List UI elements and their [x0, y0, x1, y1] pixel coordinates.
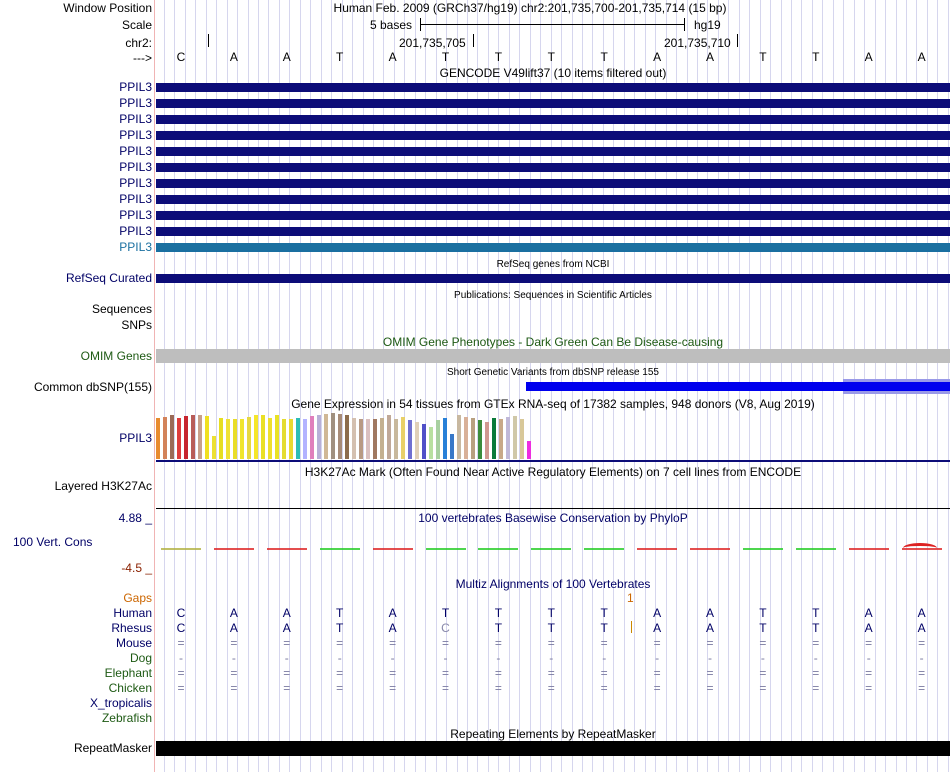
sequence-base: A: [388, 50, 397, 64]
alignment-base: T: [547, 621, 555, 635]
window-position-text[interactable]: Human Feb. 2009 (GRCh37/hg19) chr2:201,735,700-201,735,714 (15 bp): [333, 1, 727, 15]
gaps-label: Gaps: [123, 591, 152, 605]
alignment-base: =: [230, 681, 238, 695]
alignment-base: A: [388, 606, 397, 620]
gencode-transcript-label[interactable]: PPIL3: [119, 240, 152, 254]
gtex-tissue-bar[interactable]: [317, 415, 321, 459]
alignment-base: A: [917, 606, 926, 620]
gtex-tissue-bar[interactable]: [443, 418, 447, 459]
gtex-gene-line: [156, 460, 950, 462]
gtex-tissue-bar[interactable]: [170, 415, 174, 459]
alignment-base: -: [549, 651, 554, 665]
phylop-score-mark: [161, 548, 201, 550]
phylop-score-mark: [373, 548, 413, 550]
phylop-score-mark: [690, 548, 730, 550]
gencode-transcript-label[interactable]: PPIL3: [119, 176, 152, 190]
alignment-base: A: [705, 606, 714, 620]
sequence-base: A: [229, 50, 238, 64]
gencode-transcript-bar[interactable]: [156, 147, 950, 156]
gtex-tissue-bar[interactable]: [506, 417, 510, 459]
gencode-transcript-label[interactable]: PPIL3: [119, 144, 152, 158]
refseq-label[interactable]: RefSeq Curated: [65, 271, 152, 285]
alignment-base: =: [177, 666, 185, 680]
alignment-base: =: [547, 666, 555, 680]
gtex-tissue-bar[interactable]: [478, 420, 482, 459]
alignment-base: C: [441, 621, 450, 635]
alignment-base: T: [759, 606, 767, 620]
gencode-transcript-bar[interactable]: [156, 227, 950, 236]
alignment-base: -: [390, 651, 395, 665]
gtex-tissue-bar[interactable]: [275, 415, 279, 459]
alignment-base: =: [600, 666, 608, 680]
alignment-base: =: [441, 636, 449, 650]
dbsnp-label[interactable]: Common dbSNP(155): [33, 380, 152, 394]
gencode-transcript-label[interactable]: PPIL3: [119, 192, 152, 206]
alignment-base: A: [653, 621, 662, 635]
gtex-tissue-bar[interactable]: [226, 419, 230, 459]
gtex-tissue-bar[interactable]: [373, 419, 377, 459]
gtex-tissue-bar[interactable]: [268, 418, 272, 459]
phylop-score-mark: [214, 548, 254, 550]
sequence-base: A: [864, 50, 873, 64]
gtex-track-title[interactable]: Gene Expression in 54 tissues from GTEx RNA-seq of 17382 samples, 948 donors (V8, Aug 2019): [291, 397, 815, 411]
alignment-base: =: [177, 636, 185, 650]
coord-1-label: 201,735,705: [399, 36, 466, 50]
publications-sequences-label[interactable]: Sequences: [91, 302, 152, 316]
alignment-base: =: [918, 636, 926, 650]
alignment-base: =: [494, 681, 502, 695]
h3k27ac-baseline: [156, 508, 950, 509]
gencode-transcript-bar[interactable]: [156, 243, 950, 252]
gtex-tissue-bar[interactable]: [191, 415, 195, 459]
gencode-transcript-bar[interactable]: [156, 179, 950, 188]
gencode-transcript-label[interactable]: PPIL3: [119, 160, 152, 174]
gtex-tissue-bar[interactable]: [282, 419, 286, 459]
gtex-tissue-bar[interactable]: [338, 414, 342, 459]
phylop-label[interactable]: 100 Vert. Cons: [13, 535, 93, 549]
gtex-tissue-bar[interactable]: [436, 420, 440, 459]
alignment-base: -: [496, 651, 501, 665]
scale-bar: [420, 24, 684, 25]
gencode-transcript-bar[interactable]: [156, 211, 950, 220]
alignment-base: A: [917, 621, 926, 635]
sequence-base: T: [494, 50, 503, 64]
multiz-track-title[interactable]: Multiz Alignments of 100 Vertebrates: [455, 577, 651, 591]
alignment-base: A: [864, 606, 873, 620]
alignment-base: T: [547, 606, 555, 620]
gencode-transcript-label[interactable]: PPIL3: [119, 208, 152, 222]
alignment-base: =: [653, 681, 661, 695]
gencode-transcript-label[interactable]: PPIL3: [119, 80, 152, 94]
sequence-base: T: [600, 50, 608, 64]
gtex-tissue-bar[interactable]: [422, 424, 426, 459]
sequence-base: A: [282, 50, 291, 64]
alignment-base: =: [336, 681, 344, 695]
gencode-transcript-bar[interactable]: [156, 195, 950, 204]
alignment-base: -: [813, 651, 818, 665]
gtex-tissue-bar[interactable]: [471, 418, 475, 459]
gtex-tissue-bar[interactable]: [163, 417, 167, 459]
species-label-chicken[interactable]: Chicken: [108, 681, 152, 695]
alignment-base: A: [864, 621, 873, 635]
alignment-base: =: [759, 681, 767, 695]
gencode-transcript-bar[interactable]: [156, 131, 950, 140]
sequence-base: T: [759, 50, 767, 64]
gtex-tissue-bar[interactable]: [450, 434, 454, 459]
h3k27ac-track-title[interactable]: H3K27Ac Mark (Often Found Near Active Regulatory Elements) on 7 cell lines from ENCODE: [304, 465, 802, 479]
alignment-base: =: [812, 681, 820, 695]
gtex-tissue-bar[interactable]: [184, 416, 188, 459]
gap-count: 1: [627, 591, 634, 605]
alignment-base: -: [179, 651, 183, 665]
phylop-score-mark: [478, 548, 518, 550]
alignment-base: =: [494, 636, 502, 650]
phylop-score-mark: [531, 548, 571, 550]
sequence-base: A: [917, 50, 926, 64]
refseq-gene-bar[interactable]: [156, 274, 950, 283]
alignment-base: A: [229, 606, 238, 620]
gencode-transcript-bar[interactable]: [156, 99, 950, 108]
refseq-track-title[interactable]: RefSeq genes from NCBI: [496, 259, 610, 270]
species-label-dog[interactable]: Dog: [129, 651, 152, 665]
alignment-base: =: [177, 681, 185, 695]
alignment-base: =: [547, 636, 555, 650]
alignment-base: =: [706, 666, 714, 680]
gtex-tissue-bar[interactable]: [513, 416, 517, 459]
species-label-mouse[interactable]: Mouse: [115, 636, 152, 650]
h3k27ac-label[interactable]: Layered H3K27Ac: [54, 479, 152, 493]
alignment-base: =: [283, 681, 291, 695]
gtex-tissue-bar[interactable]: [366, 419, 370, 459]
alignment-base: =: [494, 666, 502, 680]
alignment-base: A: [282, 606, 291, 620]
gtex-tissue-bar[interactable]: [212, 436, 216, 459]
sequence-base: T: [547, 50, 555, 64]
gtex-tissue-bar[interactable]: [233, 419, 237, 459]
repeatmasker-label[interactable]: RepeatMasker: [73, 741, 152, 755]
gtex-tissue-bar[interactable]: [205, 416, 209, 459]
phylop-score-mark: [584, 548, 624, 550]
gtex-tissue-bar[interactable]: [198, 415, 202, 459]
alignment-base: =: [283, 636, 291, 650]
dbsnp-track-title[interactable]: Short Genetic Variants from dbSNP release 155: [447, 367, 659, 378]
gtex-tissue-bar[interactable]: [457, 415, 461, 459]
alignment-base: A: [388, 621, 397, 635]
species-label-rhesus[interactable]: Rhesus: [111, 621, 152, 635]
alignment-base: T: [600, 606, 608, 620]
alignment-base: -: [284, 651, 289, 665]
gtex-expression-chart[interactable]: [156, 413, 536, 459]
alignment-base: T: [494, 606, 503, 620]
sequence-base: C: [176, 50, 186, 64]
alignment-base: T: [759, 621, 767, 635]
gtex-tissue-bar[interactable]: [464, 417, 468, 459]
gtex-tissue-bar[interactable]: [401, 417, 405, 459]
alignment-base: T: [600, 621, 608, 635]
species-label-zebrafish[interactable]: Zebrafish: [101, 711, 152, 725]
alignment-base: -: [708, 651, 712, 665]
gtex-tissue-bar[interactable]: [492, 418, 496, 459]
window-position-label: Window Position: [63, 1, 152, 15]
gtex-tissue-bar[interactable]: [415, 422, 419, 459]
publications-snps-label[interactable]: SNPs: [121, 318, 152, 332]
gtex-tissue-bar[interactable]: [296, 418, 300, 459]
alignment-base: -: [602, 651, 607, 665]
gtex-tissue-bar[interactable]: [394, 419, 398, 459]
gtex-tissue-bar[interactable]: [359, 419, 363, 459]
gtex-tissue-bar[interactable]: [289, 419, 293, 459]
omim-track-title[interactable]: OMIM Gene Phenotypes - Dark Green Can Be Disease-causing: [382, 335, 724, 349]
strand-label: --->: [133, 51, 152, 65]
gtex-tissue-bar[interactable]: [324, 414, 328, 459]
alignment-base: =: [812, 636, 820, 650]
gtex-tissue-bar[interactable]: [177, 418, 181, 459]
sequence-base: A: [653, 50, 662, 64]
phylop-score-mark: [849, 548, 889, 550]
dbsnp-variant-bar-2[interactable]: [843, 382, 950, 391]
alignment-base: -: [866, 651, 871, 665]
gtex-tissue-bar[interactable]: [527, 441, 531, 459]
phylop-score-mark: [796, 548, 836, 550]
repeatmasker-track-title[interactable]: Repeating Elements by RepeatMasker: [450, 727, 656, 741]
alignment-base: -: [760, 651, 765, 665]
gencode-transcript-bar[interactable]: [156, 163, 950, 172]
scale-bar-right-tick: [684, 18, 685, 31]
gtex-tissue-bar[interactable]: [261, 415, 265, 459]
alignment-base: =: [653, 666, 661, 680]
alignment-base: =: [865, 666, 873, 680]
alignment-base: =: [600, 681, 608, 695]
alignment-base: A: [282, 621, 291, 635]
alignment-base: T: [494, 621, 503, 635]
phylop-score-mark: [743, 548, 783, 550]
sequence-base: T: [812, 50, 820, 64]
omim-feature-bar[interactable]: [156, 349, 950, 363]
chrom-label: chr2:: [125, 36, 152, 50]
alignment-base: -: [231, 651, 236, 665]
gencode-transcript-bar[interactable]: [156, 83, 950, 92]
sequence-base: T: [441, 50, 450, 64]
alignment-base: -: [919, 651, 924, 665]
coord-tick-start: [208, 34, 209, 47]
alignment-base: T: [336, 621, 344, 635]
gtex-tissue-bar[interactable]: [331, 413, 335, 459]
alignment-base: C: [176, 606, 186, 620]
gencode-transcript-label[interactable]: PPIL3: [119, 224, 152, 238]
alignment-base: -: [337, 651, 342, 665]
alignment-base: =: [759, 636, 767, 650]
phylop-score-mark: [426, 548, 466, 550]
alignment-base: =: [759, 666, 767, 680]
coord-2-label: 201,735,710: [664, 36, 731, 50]
alignment-base: =: [230, 666, 238, 680]
phylop-score-mark: [320, 548, 360, 550]
alignment-base: =: [918, 666, 926, 680]
gtex-tissue-bar[interactable]: [219, 418, 223, 459]
alignment-base: =: [336, 636, 344, 650]
gtex-tissue-bar[interactable]: [240, 419, 244, 459]
alignment-base: =: [230, 636, 238, 650]
gtex-tissue-bar[interactable]: [380, 418, 384, 459]
species-label-x_tropicalis[interactable]: X_tropicalis: [89, 696, 152, 710]
phylop-ymax: 4.88 _: [118, 511, 152, 525]
alignment-base: =: [653, 636, 661, 650]
gencode-transcript-label[interactable]: PPIL3: [119, 96, 152, 110]
gtex-tissue-bar[interactable]: [408, 420, 412, 459]
gencode-transcript-bar[interactable]: [156, 115, 950, 124]
alignment-base: =: [918, 681, 926, 695]
alignment-base: =: [336, 666, 344, 680]
alignment-base: =: [865, 636, 873, 650]
phylop-peak: [903, 543, 937, 553]
phylop-score-mark: [267, 548, 307, 550]
alignment-base: =: [389, 666, 397, 680]
gtex-tissue-bar[interactable]: [310, 416, 314, 459]
alignment-base: T: [336, 606, 344, 620]
gencode-track-title[interactable]: GENCODE V49lift37 (10 items filtered out): [439, 66, 667, 80]
alignment-base: A: [705, 621, 714, 635]
omim-label[interactable]: OMIM Genes: [80, 349, 152, 363]
alignment-base: =: [547, 681, 555, 695]
gtex-tissue-bar[interactable]: [387, 415, 391, 459]
alignment-base: =: [283, 666, 291, 680]
publications-track-title[interactable]: Publications: Sequences in Scientific Articles: [454, 290, 652, 301]
alignment-base: A: [229, 621, 238, 635]
repeatmasker-feature-bar[interactable]: [156, 741, 950, 756]
gtex-tissue-bar[interactable]: [499, 419, 503, 459]
scale-text: 5 bases: [370, 18, 413, 32]
alignment-base: =: [389, 681, 397, 695]
alignment-base: =: [865, 681, 873, 695]
gtex-tissue-bar[interactable]: [345, 415, 349, 459]
species-label-elephant[interactable]: Elephant: [104, 666, 152, 680]
alignment-base: =: [600, 636, 608, 650]
phylop-track-title[interactable]: 100 vertebrates Basewise Conservation by PhyloP: [418, 511, 688, 525]
phylop-score-mark: [637, 548, 677, 550]
alignment-base: =: [706, 681, 714, 695]
gtex-tissue-bar[interactable]: [254, 415, 258, 459]
sequence-base: A: [705, 50, 714, 64]
alignment-base: =: [441, 681, 449, 695]
gtex-tissue-bar[interactable]: [352, 418, 356, 459]
coord-2-tick: [737, 34, 738, 47]
gtex-tissue-bar[interactable]: [485, 422, 489, 459]
gencode-transcript-label[interactable]: PPIL3: [119, 112, 152, 126]
alignment-base: -: [443, 651, 448, 665]
gtex-tissue-bar[interactable]: [303, 419, 307, 459]
alignment-base: T: [812, 621, 820, 635]
alignment-base: -: [655, 651, 660, 665]
alignment-base: =: [812, 666, 820, 680]
assembly-label: hg19: [694, 18, 721, 32]
coord-1-tick: [473, 34, 474, 47]
alignment-base: =: [706, 636, 714, 650]
alignment-base: C: [176, 621, 186, 635]
alignment-base: A: [653, 606, 662, 620]
scale-label: Scale: [121, 18, 152, 32]
alignment-base: T: [812, 606, 820, 620]
gtex-tissue-bar[interactable]: [429, 427, 433, 459]
sequence-base: T: [336, 50, 344, 64]
alignment-base: =: [389, 636, 397, 650]
alignment-base: =: [441, 666, 449, 680]
gtex-tissue-bar[interactable]: [247, 417, 251, 459]
gtex-tissue-bar[interactable]: [156, 418, 160, 459]
gtex-tissue-bar[interactable]: [520, 419, 524, 459]
gtex-gene-label[interactable]: PPIL3: [119, 431, 152, 445]
species-label-human[interactable]: Human: [113, 606, 152, 620]
phylop-ymin: -4.5 _: [121, 561, 152, 575]
gencode-transcript-label[interactable]: PPIL3: [119, 128, 152, 142]
alignment-base: T: [441, 606, 450, 620]
